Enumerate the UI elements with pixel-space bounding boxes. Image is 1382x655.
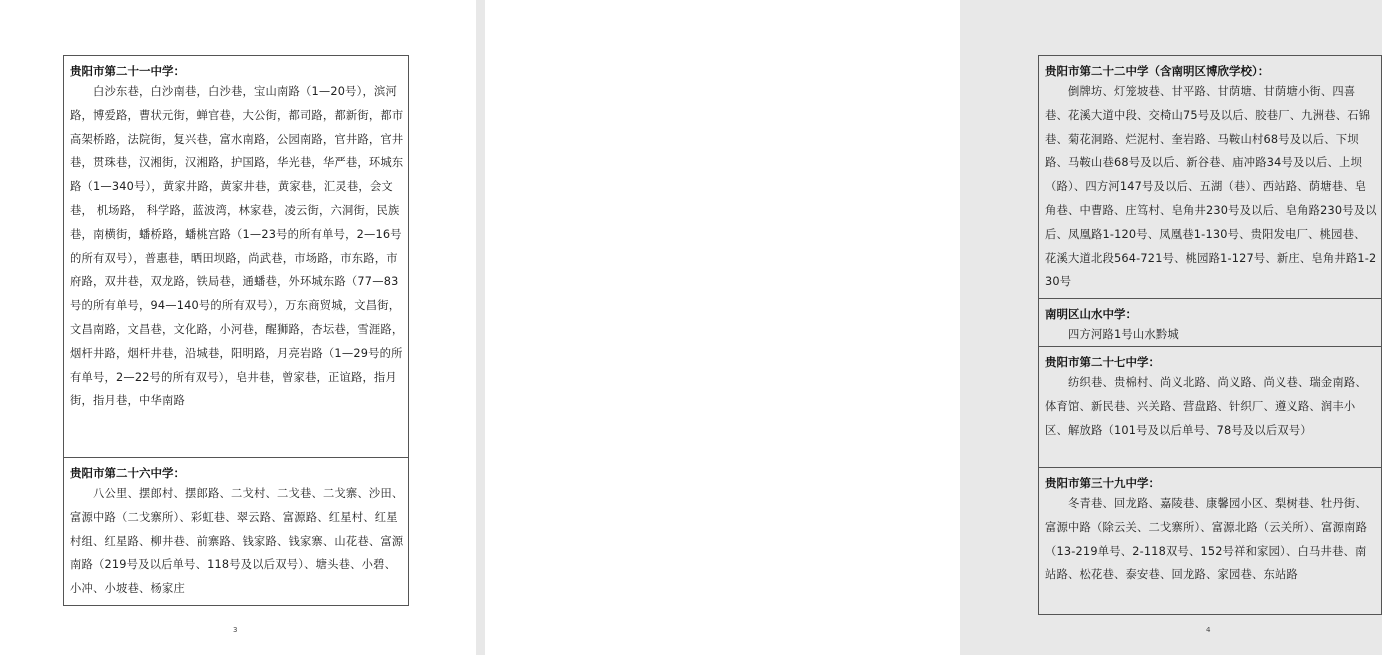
school-entry [1039,299,1381,347]
street-list: 倒牌坊、灯笼坡巷、甘平路、甘荫塘、甘荫塘小街、四喜巷、花溪大道中段、交椅山75号及以后、胶巷厂、九洲巷、石锦巷、菊花洞路、烂泥村、奎岩路、马鞍山村68号及以后、下坝路、马鞍山巷68号及以后、新谷巷、庙冲路34号及以后、上坝（路）、四方河147号及以后、五湖（巷）、西站路、荫塘巷、皂角巷、中曹路、庄笃村、皂角井230号及以后、皂角路230号及以后、凤凰路1-120号、凤凰巷1-130号、贵阳发电厂、桃园巷、花溪大道北段564-721号、桃园路1-127号、新庄、皂角井路1-230号 [1045,85,1377,289]
school-name: 贵阳市第二十一中学： [70,64,185,78]
school-district-table-left [63,55,409,606]
school-name: 贵阳市第三十九中学： [1045,476,1160,490]
street-list: 纺织巷、贵棉村、尚义北路、尚义路、尚义巷、瑞金南路、体育馆、新民巷、兴关路、营盘路、针织厂、遵义路、润丰小区、解放路（101号及以后单号、78号及以后双号） [1045,376,1367,437]
street-list: 冬青巷、回龙路、嘉陵巷、康馨园小区、梨树巷、牡丹街、富源中路（除云关、二戈寨所）、富源北路（云关所）、富源南路（13-219单号、2-118双号、152号祥和家园）、白马井巷、南站路、松花巷、泰安巷、回龙路、家园巷、东站路 [1045,497,1368,582]
school-entry [64,458,408,601]
school-name: 南明区山水中学： [1045,307,1137,321]
document-page-right [485,0,1377,655]
street-list: 八公里、摆郎村、摆郎路、二戈村、二戈巷、二戈寨、沙田、富源中路（二戈寨所）、彩虹巷、翠云路、富源路、红星村、红星村组、红星路、柳井巷、前寨路、钱家路、钱家寨、山花巷、富源南路（219号及以后单号、118号及以后双号）、塘头巷、小碧、小冲、小坡巷、杨家庄 [70,487,404,596]
school-name: 贵阳市第二十七中学： [1045,355,1160,369]
school-entry [1039,468,1381,587]
document-page-left [0,0,476,655]
school-district-table-right [1038,55,1382,615]
page-number: 4 [1206,626,1211,634]
street-list: 四方河路1号山水黔城 [1068,328,1179,341]
page-number: 3 [233,626,238,634]
school-entry [1039,347,1381,468]
school-entry [1039,56,1381,299]
school-entry [64,56,408,458]
school-name: 贵阳市第二十二中学（含南明区博欣学校）： [1045,64,1270,78]
school-name: 贵阳市第二十六中学： [70,466,185,480]
street-list: 白沙东巷，白沙南巷，白沙巷，宝山南路（1—20号），滨河路，博爱路，曹状元街，蝉官巷，大公街，都司路，都新街，都市高架桥路，法院街，复兴巷，富水南路，公园南路，官井路，官井巷，贯珠巷，汉湘街，汉湘路，护国路，华光巷，华严巷，环城东路（1—340号），黄家井路，黄家井巷，黄家巷，汇灵巷，会文巷， 机场路， 科学路，蓝波湾，林家巷，凌云街，六洞街，民族巷，南横街，蟠桥路，蟠桃宫路（1—23号的所有单号，2—16号的所有双号），普惠巷，晒田坝路，尚武巷，市场路，市东路，市府路，双井巷，双龙路，铁局巷，通蟠巷，外环城东路（77—83号的所有单号，94—140号的所有双号），万东商贸城，文昌街，文昌南路，文昌巷，文化路，小河巷，醒狮路，杏坛巷，雪涯路，烟杆井路，烟杆井巷，沿城巷，阳明路，月亮岩路（1—29号的所有单号，2—22号的所有双号），皂井巷，曾家巷，正谊路，指月街，指月巷，中华南路 [70,85,404,408]
